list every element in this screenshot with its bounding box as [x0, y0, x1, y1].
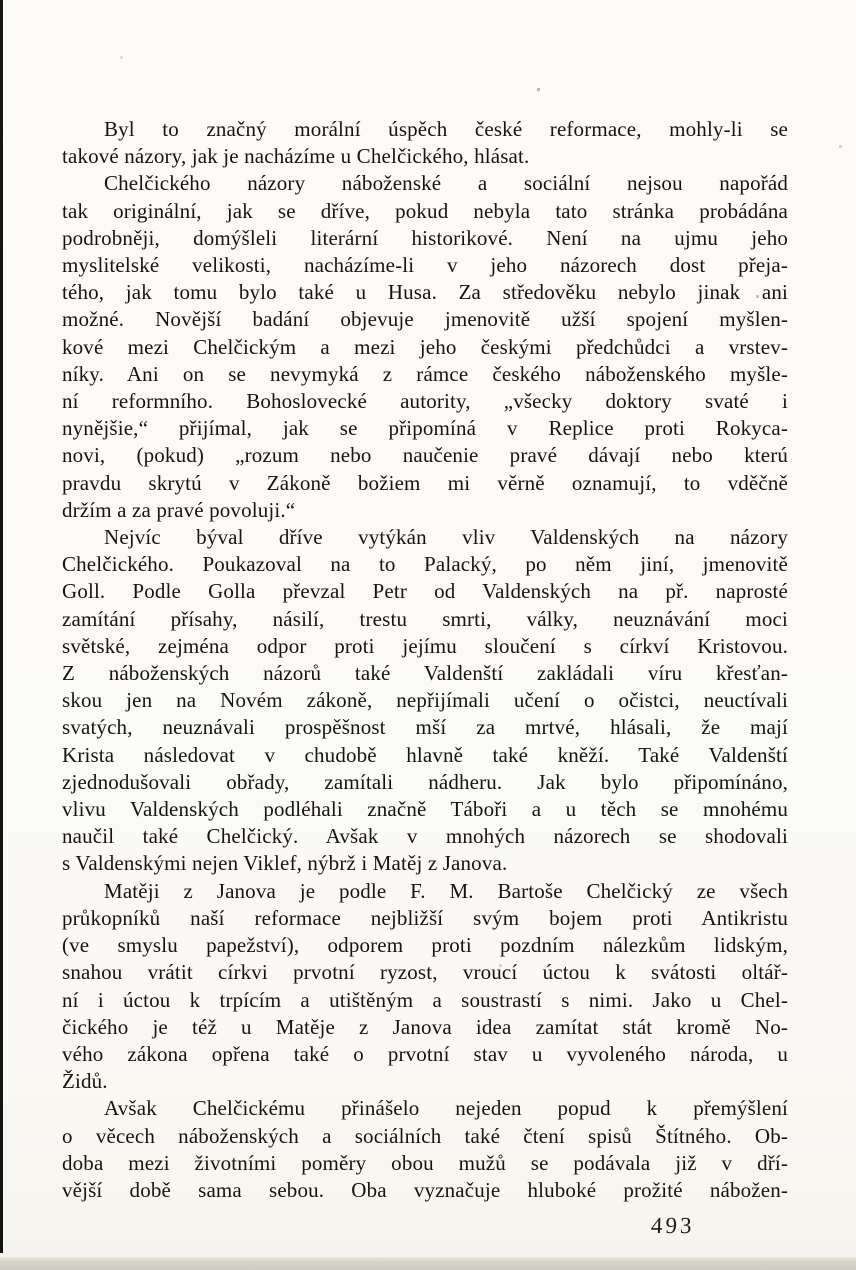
text-line: ní reformního. Bohoslovecké autority, „všecky doktory svaté i: [62, 389, 788, 414]
text-line: tého, jak tomu bylo také u Husa. Za středověku nebylo jinak ani: [62, 280, 788, 305]
text-line: Avšak Chelčickému přinášelo nejeden popud k přemýšlení: [104, 1096, 788, 1121]
text-line: průkopníků naší reformace nejbližší svým bojem proti Antikristu: [62, 905, 788, 930]
scan-edge-left-bar: [0, 0, 3, 1253]
text-line: světské, zejména odpor proti jejímu sloučení s církví Kristovou.: [62, 633, 788, 658]
text-line: tak originální, jak se dříve, pokud nebyla tato stránka probádána: [62, 198, 788, 223]
paragraph: [62, 878, 788, 1096]
text-line: (ve smyslu papežství), odporem proti pozdním nálezkům lidským,: [62, 933, 788, 958]
paragraph: [62, 170, 788, 524]
text-line: podrobněji, domýšleli literární historikové. Není na ujmu jeho: [62, 225, 788, 250]
text-line: Nejvíc býval dříve vytýkán vliv Valdenských na názory: [104, 525, 788, 550]
text-line: Chelčického názory náboženské a sociální nejsou napořád: [104, 171, 788, 196]
text-line: zamítání přísahy, násilí, trestu smrti, války, neuznávání moci: [62, 606, 788, 631]
text-line: vější době sama sebou. Oba vyznačuje hluboké prožité nábožen-: [62, 1177, 788, 1202]
text-line: ní i úctou k trpícím a utištěným a soustrastí s nimi. Jako u Chel-: [62, 987, 788, 1012]
text-line: doba mezi životními poměry obou mužů se podávala již v dří-: [62, 1150, 788, 1175]
paragraph: [62, 1095, 788, 1204]
text-line: Krista následovat v chudobě hlavně také kněží. Také Valdenští: [62, 742, 788, 767]
text-line: snahou vrátit církvi prvotní ryzost, vroucí úctou k svátosti oltář-: [62, 960, 788, 985]
text-line: Z náboženských názorů také Valdenští zakládali víru křesťan-: [62, 661, 788, 686]
text-line: skou jen na Novém zákoně, nepřijímali učení o očistci, neuctívali: [62, 688, 788, 713]
text-line: Goll. Podle Golla převzal Petr od Valdenských na př. naprosté: [62, 579, 788, 604]
text-line: s Valdenskými nejen Viklef, nýbrž i Matěj z Janova.: [62, 851, 508, 876]
page-number: 493: [650, 1213, 695, 1238]
text-line: Matěji z Janova je podle F. M. Bartoše Chelčický ze všech: [104, 878, 788, 903]
text-line: Byl to značný morální úspěch české reformace, mohly-li se: [104, 117, 788, 141]
text-line: o věcech náboženských a sociálních také čtení spisů Štítného. Ob-: [62, 1123, 788, 1148]
text-line: svatých, neuznávali prospěšnost mší za mrtvé, hlásali, že mají: [62, 715, 788, 740]
paragraph: [62, 524, 788, 878]
text-line: držím a za pravé povoluji.“: [62, 497, 296, 522]
text-line: takové názory, jak je nacházíme u Chelčického, hlásat.: [62, 144, 530, 169]
text-line: vlivu Valdenských podléhali značně Táboři a u těch se mnohému: [62, 797, 788, 822]
text-line: čického je též u Matěje z Janova idea zamítat stát kromě No-: [62, 1014, 788, 1039]
text-block: [62, 116, 788, 1204]
text-line: vého zákona opřena také o prvotní stav u vyvoleného národa, u: [62, 1041, 788, 1066]
text-line: Židů.: [62, 1069, 108, 1094]
text-line: myslitelské velikosti, nacházíme-li v jeho názorech dost přeja-: [62, 253, 788, 278]
text-line: Chelčického. Poukazoval na to Palacký, po něm jiní, jmenovitě: [62, 552, 788, 577]
text-line: pravdu skrytú v Zákoně božiem mi věrně oznamují, to vděčně: [62, 470, 788, 495]
text-line: novi, (pokud) „rozum nebo naučenie pravé dávají nebo kterú: [62, 443, 788, 468]
scan-specks: [0, 0, 1, 1]
text-line: naučil také Chelčický. Avšak v mnohých názorech se shodovali: [62, 824, 788, 849]
page-bottom-edge: [0, 1257, 856, 1270]
text-line: níky. Ani on se nevymyká z rámce českého náboženského myšle-: [62, 361, 788, 386]
paragraph: [62, 116, 788, 170]
text-line: zjednodušovali obřady, zamítali nádheru. Jak bylo připomínáno,: [62, 769, 788, 794]
text-line: nynějšie,“ přijímal, jak se připomíná v Replice proti Rokyca-: [62, 416, 788, 441]
text-line: možné. Novější badání objevuje jmenovitě užší spojení myšlen-: [62, 307, 788, 332]
text-line: kové mezi Chelčickým a mezi jeho českými předchůdci a vrstev-: [62, 334, 788, 359]
